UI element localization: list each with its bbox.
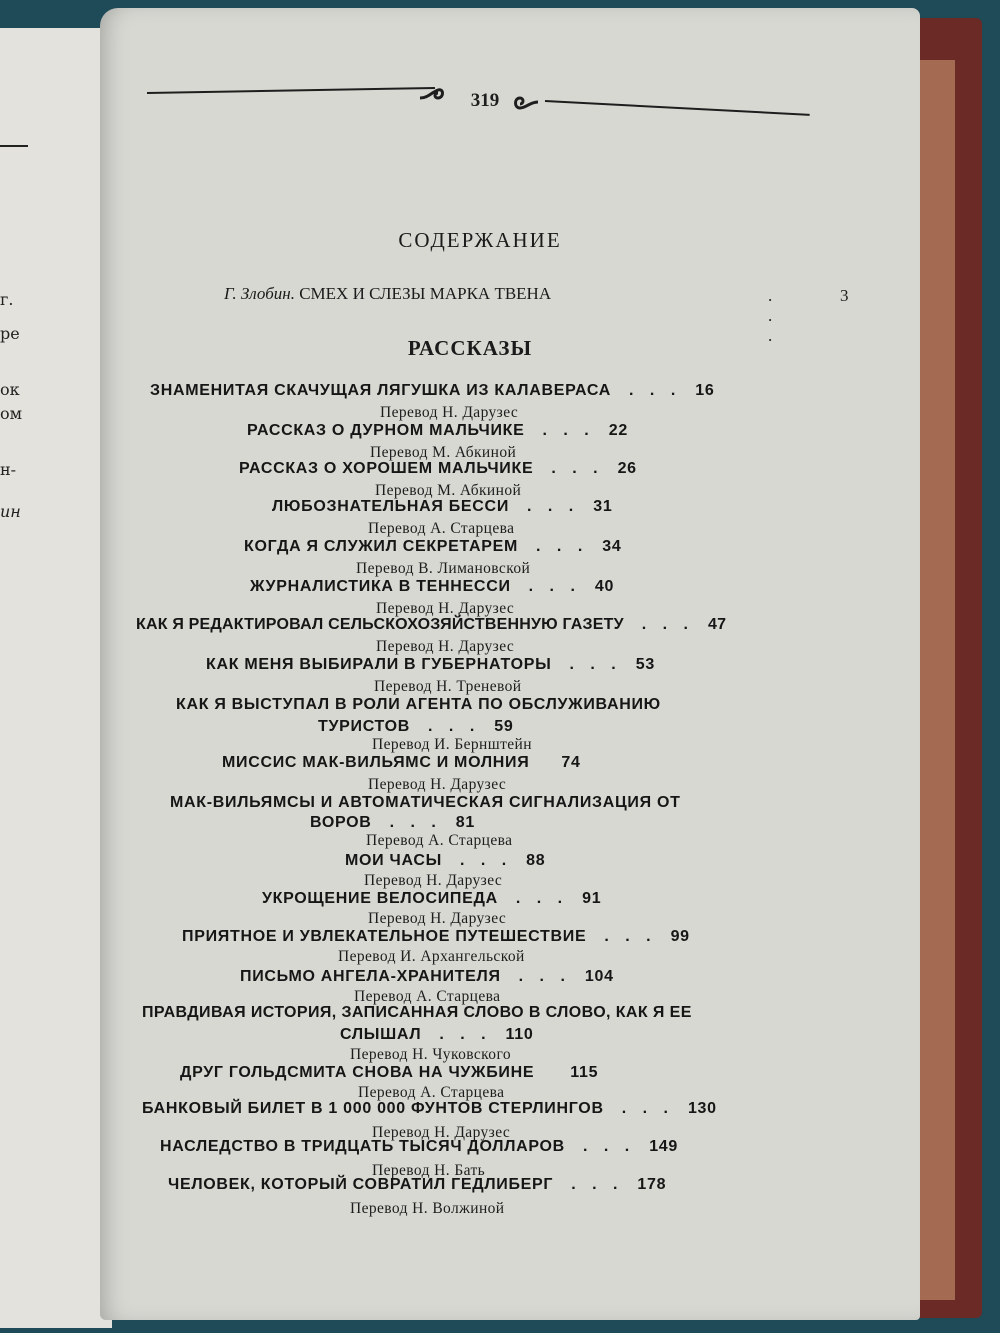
toc-entry <box>170 794 681 812</box>
entry-translator: Перевод И. Архангельской <box>338 948 525 965</box>
entry-title: КОГДА Я СЛУЖИЛ СЕКРЕТАРЕМ <box>244 538 519 555</box>
entry-title: РАССКАЗ О ДУРНОМ МАЛЬЧИКЕ <box>247 422 525 439</box>
left-page-rule <box>0 145 28 147</box>
intro-leader: . . . <box>768 286 778 345</box>
entry-title: КАК МЕНЯ ВЫБИРАЛИ В ГУБЕРНАТОРЫ <box>206 656 552 673</box>
entry-page: 59 <box>494 718 514 735</box>
entry-page: 178 <box>637 1176 667 1193</box>
entry-title: ПРАВДИВАЯ ИСТОРИЯ, ЗАПИСАННАЯ СЛОВО В СЛОВО, КАК Я ЕЕ <box>142 1004 692 1021</box>
entry-page: 130 <box>687 1100 717 1117</box>
entry-title: ЛЮБОЗНАТЕЛЬНАЯ БЕССИ <box>272 498 510 515</box>
entry-translator: Перевод И. Бернштейн <box>372 736 532 753</box>
entry-page: 31 <box>593 498 613 515</box>
entry-translator: Перевод Н. Бать <box>372 1162 486 1179</box>
entry-page: 149 <box>649 1138 678 1155</box>
entry-page: 74 <box>561 754 581 771</box>
entry-translator: Перевод Н. Дарузес <box>372 1124 511 1141</box>
entry-leader: . . . <box>582 1138 636 1155</box>
entry-leader: . . . <box>459 852 513 869</box>
entry-title-continuation: СЛЫШАЛ <box>340 1026 422 1043</box>
left-page-fragment: ом <box>0 404 23 423</box>
entry-leader: . . . <box>428 718 481 735</box>
entry-page: 99 <box>670 928 690 945</box>
entry-title: КАК Я ВЫСТУПАЛ В РОЛИ АГЕНТА ПО ОБСЛУЖИВАНИЮ <box>176 696 661 713</box>
entry-leader: . . . <box>515 890 569 907</box>
entry-leader: . . . <box>439 1026 492 1043</box>
entry-translator: Перевод Н. Дарузес <box>368 776 507 793</box>
toc-entry <box>250 578 614 596</box>
entry-title: ДРУГ ГОЛЬДСМИТА СНОВА НА ЧУЖБИНЕ <box>180 1064 535 1081</box>
entry-title: ПИСЬМО АНГЕЛА-ХРАНИТЕЛЯ <box>240 968 501 985</box>
entry-leader: . . . <box>571 1176 624 1193</box>
section-title: РАССКАЗЫ <box>407 336 533 360</box>
entry-translator: Перевод А. Старцева <box>354 988 501 1005</box>
entry-title: ЖУРНАЛИСТИКА В ТЕННЕССИ <box>250 578 511 595</box>
entry-page: 34 <box>602 538 622 555</box>
header-rule-right <box>545 100 810 116</box>
toc-entry <box>136 616 726 634</box>
entry-title: КАК Я РЕДАКТИРОВАЛ СЕЛЬСКОХОЗЯЙСТВЕННУЮ ГАЗЕТУ <box>136 616 624 633</box>
entry-title: МАК-ВИЛЬЯМСЫ И АВТОМАТИЧЕСКАЯ СИГНАЛИЗАЦИЯ ОТ <box>170 794 681 811</box>
entry-leader: . . . <box>528 578 581 595</box>
toc-entry-continuation <box>310 814 475 832</box>
entry-page: 91 <box>582 890 602 907</box>
entry-leader: . . . <box>536 538 589 555</box>
entry-translator: Перевод Н. Треневой <box>374 678 522 695</box>
entry-title: ЧЕЛОВЕК, КОТОРЫЙ СОВРАТИЛ ГЕДЛИБЕРГ <box>168 1176 554 1193</box>
intro-page: 3 <box>840 286 849 305</box>
entry-title: УКРОЩЕНИЕ ВЕЛОСИПЕДА <box>262 890 498 907</box>
entry-leader: . . . <box>551 460 604 477</box>
entry-translator: Перевод М. Абкиной <box>370 444 517 461</box>
contents-page <box>100 8 920 1320</box>
left-page <box>0 28 112 1328</box>
toc-entry <box>168 1176 666 1194</box>
toc-entry-continuation <box>340 1026 533 1044</box>
toc-entry <box>244 538 621 556</box>
toc-entry <box>142 1004 692 1022</box>
entry-translator: Перевод А. Старцева <box>358 1084 505 1101</box>
left-page-fragment: ре <box>0 324 20 343</box>
entry-translator: Перевод Н. Волжиной <box>350 1200 505 1217</box>
left-page-fragment: ин <box>0 502 21 521</box>
entry-leader: . . . <box>604 928 657 945</box>
toc-entry <box>182 928 690 946</box>
entry-translator: Перевод А. Старцева <box>368 520 515 537</box>
intro-entry <box>224 284 849 345</box>
toc-entry <box>222 754 581 772</box>
toc-entry <box>206 656 655 674</box>
entry-page: 53 <box>635 656 655 673</box>
entry-page: 26 <box>617 460 637 477</box>
entry-page: 16 <box>695 382 715 399</box>
entry-translator: Перевод Н. Дарузес <box>368 910 507 927</box>
toc-entry <box>247 422 628 440</box>
toc-entry <box>160 1138 678 1156</box>
entry-title: МИССИС МАК-ВИЛЬЯМС И МОЛНИЯ <box>222 754 530 771</box>
toc-entry <box>262 890 601 908</box>
left-page-fragment: г. <box>0 290 14 309</box>
entry-translator: Перевод Н. Дарузес <box>380 404 519 421</box>
left-page-fragment: н- <box>0 460 17 479</box>
toc-entry-continuation <box>318 718 513 736</box>
toc-entry <box>150 382 714 400</box>
page-number: 319 <box>470 90 500 111</box>
entry-leader: . . . <box>569 656 622 673</box>
entry-translator: Перевод А. Старцева <box>366 832 513 849</box>
entry-leader: . . . <box>621 1100 674 1117</box>
entry-title-continuation: ВОРОВ <box>310 814 372 831</box>
entry-translator: Перевод М. Абкиной <box>375 482 522 499</box>
entry-title: БАНКОВЫЙ БИЛЕТ В 1 000 000 ФУНТОВ СТЕРЛИНГОВ <box>142 1100 604 1117</box>
toc-entry <box>345 852 545 870</box>
flourish-right-icon <box>512 92 540 114</box>
entry-leader: . . . <box>629 382 682 399</box>
entry-page: 110 <box>505 1026 534 1043</box>
toc-entry <box>272 498 612 516</box>
intro-title: СМЕХ И СЛЕЗЫ МАРКА ТВЕНА <box>299 284 552 303</box>
entry-leader: . . . <box>542 422 595 439</box>
toc-entry <box>239 460 637 478</box>
entry-leader: . . . <box>641 616 694 633</box>
toc-entry <box>176 696 661 714</box>
entry-page: 115 <box>570 1064 599 1081</box>
entry-leader: . . . <box>527 498 580 515</box>
contents-title: СОДЕРЖАНИЕ <box>398 228 562 252</box>
intro-author: Г. Злобин. <box>224 284 295 303</box>
entry-title: РАССКАЗ О ХОРОШЕМ МАЛЬЧИКЕ <box>239 460 534 477</box>
entry-title: ЗНАМЕНИТАЯ СКАЧУЩАЯ ЛЯГУШКА ИЗ КАЛАВЕРАСА <box>150 382 612 399</box>
entry-translator: Перевод Н. Дарузес <box>376 600 515 617</box>
entry-title: ПРИЯТНОЕ И УВЛЕКАТЕЛЬНОЕ ПУТЕШЕСТВИЕ <box>182 928 587 945</box>
flourish-left-icon <box>418 84 446 106</box>
left-page-fragment: ок <box>0 380 20 399</box>
entry-translator: Перевод Н. Дарузес <box>364 872 503 889</box>
toc-entry <box>240 968 614 986</box>
entry-page: 40 <box>594 578 615 595</box>
entry-title: МОИ ЧАСЫ <box>345 852 442 869</box>
entry-leader: . . . <box>389 814 442 831</box>
entry-page: 22 <box>608 422 628 439</box>
toc-entry <box>142 1100 717 1118</box>
header-rule-left <box>147 87 435 94</box>
entry-title-continuation: ТУРИСТОВ <box>318 718 411 735</box>
entry-page: 88 <box>526 852 546 869</box>
toc-entry <box>180 1064 598 1082</box>
entry-translator: Перевод Н. Чуковского <box>350 1046 511 1063</box>
entry-page: 47 <box>707 616 727 633</box>
entry-page: 104 <box>584 968 614 985</box>
entry-translator: Перевод Н. Дарузес <box>376 638 515 655</box>
entry-leader: . . . <box>518 968 571 985</box>
entry-title: НАСЛЕДСТВО В ТРИДЦАТЬ ТЫСЯЧ ДОЛЛАРОВ <box>160 1138 565 1155</box>
entry-page: 81 <box>455 814 475 831</box>
entry-translator: Перевод В. Лимановской <box>356 560 531 577</box>
